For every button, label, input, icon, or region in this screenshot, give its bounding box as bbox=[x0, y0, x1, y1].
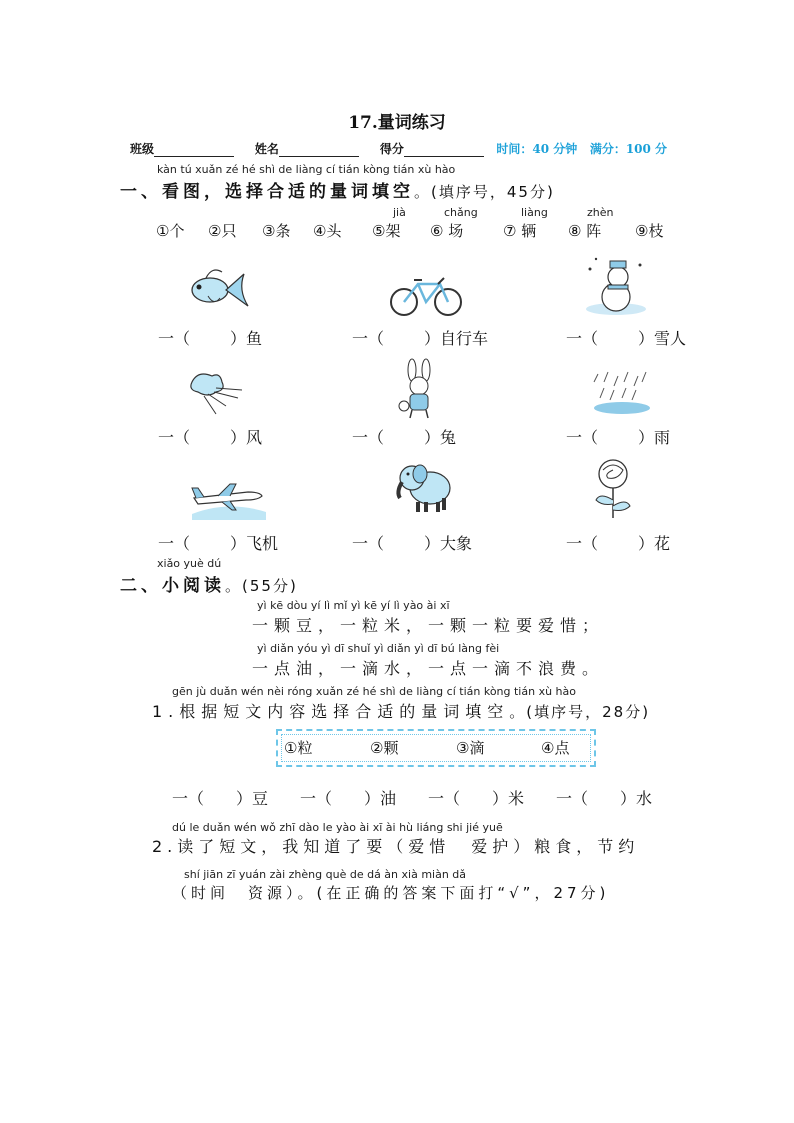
name-field[interactable] bbox=[279, 144, 359, 157]
name-label: 姓名 bbox=[254, 142, 279, 156]
item-flower[interactable]: 一（ ）花 bbox=[566, 534, 671, 553]
score-label: 得分 bbox=[379, 142, 404, 156]
item-airplane[interactable]: 一（ ）飞机 bbox=[158, 534, 279, 553]
opt-pinyin-jia: jià bbox=[393, 206, 406, 219]
elephant-picture bbox=[392, 458, 454, 516]
part1-pinyin: kàn tú xuǎn zé hé shì de liàng cí tián kòng tián xù hào bbox=[157, 163, 456, 176]
part1-note: 。(填序号，45分) bbox=[414, 183, 555, 201]
full-score-label: 满分：100 分 bbox=[589, 142, 668, 156]
q1-text: 1.根据短文内容选择合适的量词填空 bbox=[152, 702, 510, 721]
class-label: 班级 bbox=[130, 142, 155, 156]
q1-line bbox=[152, 699, 650, 722]
option-2: ②只 bbox=[208, 222, 237, 240]
opt-pinyin-chang: chǎng bbox=[444, 206, 478, 219]
item-fish[interactable]: 一（ ）鱼 bbox=[158, 329, 263, 348]
page-title: 17.量词练习 bbox=[348, 113, 446, 133]
opt-pinyin-zhen: zhèn bbox=[587, 206, 614, 219]
wind-picture bbox=[186, 368, 246, 416]
rabbit-picture bbox=[398, 358, 442, 420]
word-option-2: ②颗 bbox=[370, 739, 399, 757]
option-3: ③条 bbox=[262, 222, 291, 240]
part2-note: 。(55分) bbox=[225, 577, 298, 595]
q2-text2[interactable]: （时间 资源）。(在正确的答案下面打“√”，27分) bbox=[172, 884, 610, 902]
option-7: ⑦ 辆 bbox=[503, 222, 537, 240]
blank-oil[interactable]: 一（ ）油 bbox=[300, 789, 397, 808]
blank-water[interactable]: 一（ ）水 bbox=[556, 789, 653, 808]
opt-pinyin-liang: liàng bbox=[521, 206, 548, 219]
q2-pinyin2: shí jiān zī yuán zài zhèng què de dá àn xià miàn dǎ bbox=[184, 868, 467, 881]
option-1: ①个 bbox=[156, 222, 185, 240]
poem-line1-pinyin: yì kē dòu yí lì mǐ yì kē yí lì yào ài xī bbox=[257, 599, 450, 612]
option-9: ⑨枝 bbox=[635, 222, 664, 240]
part2-heading: 二、小阅读 bbox=[120, 576, 225, 596]
time-label: 时间：40 分钟 bbox=[496, 142, 578, 156]
fish-picture bbox=[186, 262, 250, 314]
item-rain[interactable]: 一（ ）雨 bbox=[566, 428, 671, 447]
word-option-1: ①粒 bbox=[284, 739, 313, 757]
blank-rice[interactable]: 一（ ）米 bbox=[428, 789, 525, 808]
word-option-3: ③滴 bbox=[456, 739, 485, 757]
snowman-picture bbox=[584, 255, 648, 317]
part2-heading-line bbox=[120, 571, 298, 596]
bicycle-picture bbox=[388, 276, 464, 318]
option-6: ⑥ 场 bbox=[430, 222, 464, 240]
airplane-picture bbox=[188, 476, 268, 520]
rain-picture bbox=[590, 370, 652, 416]
q1-note: 。(填序号，28分) bbox=[509, 703, 651, 721]
part2-pinyin: xiǎo yuè dú bbox=[157, 557, 222, 570]
q1-pinyin: gēn jù duǎn wén nèi róng xuǎn zé hé shì de liàng cí tián kòng tián xù hào bbox=[172, 685, 576, 698]
item-bicycle[interactable]: 一（ ）自行车 bbox=[352, 329, 489, 348]
poem-line2: 一点油，一滴水，一点一滴不浪费。 bbox=[252, 659, 605, 678]
item-snowman[interactable]: 一（ ）雪人 bbox=[566, 329, 687, 348]
item-elephant[interactable]: 一（ ）大象 bbox=[352, 534, 473, 553]
item-rabbit[interactable]: 一（ ）兔 bbox=[352, 428, 457, 447]
q2-pinyin: dú le duǎn wén wǒ zhī dào le yào ài xī ài hù liáng shi jié yuē bbox=[172, 821, 503, 834]
option-5: ⑤架 bbox=[372, 222, 401, 240]
poem-line2-pinyin: yì diǎn yóu yì dī shuǐ yì diǎn yì dī bú làng fèi bbox=[257, 642, 500, 655]
option-8: ⑧ 阵 bbox=[568, 222, 602, 240]
q2-text[interactable]: 2.读了短文，我知道了要（爱惜 爱护）粮食，节约 bbox=[152, 837, 640, 856]
blank-bean[interactable]: 一（ ）豆 bbox=[172, 789, 269, 808]
option-4: ④头 bbox=[313, 222, 342, 240]
part1-heading-line bbox=[120, 177, 555, 202]
flower-picture bbox=[590, 456, 636, 520]
header-info bbox=[130, 140, 667, 157]
word-option-4: ④点 bbox=[541, 739, 570, 757]
class-field[interactable] bbox=[154, 144, 234, 157]
poem-line1: 一颗豆，一粒米，一颗一粒要爱惜； bbox=[252, 616, 605, 635]
item-wind[interactable]: 一（ ）风 bbox=[158, 428, 263, 447]
part1-heading: 一、看图，选择合适的量词填空 bbox=[120, 182, 414, 202]
score-field[interactable] bbox=[404, 144, 484, 157]
